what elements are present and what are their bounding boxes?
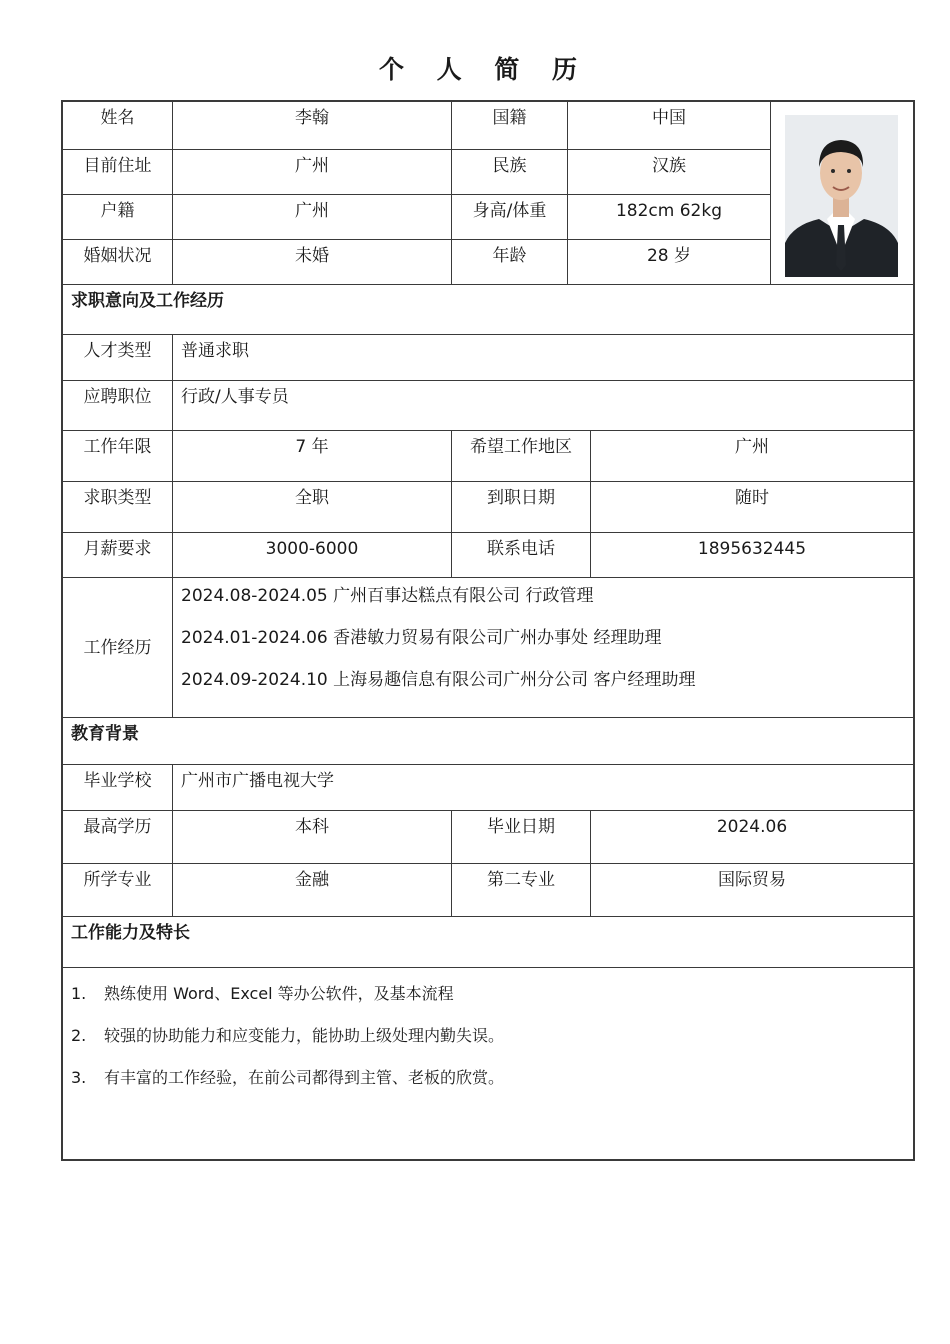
years-value: 7 年 <box>173 431 452 482</box>
height-weight-value: 182cm 62kg <box>568 195 771 240</box>
experience-item: 2024.09-2024.10 上海易趣信息有限公司广州分公司 客户经理助理 <box>181 670 696 690</box>
name-label: 姓名 <box>63 102 173 150</box>
height-weight-label: 身高/体重 <box>452 195 568 240</box>
list-item-number: 2. <box>71 1026 87 1045</box>
photo-cell <box>771 102 913 285</box>
hukou-label: 户籍 <box>63 195 173 240</box>
list-item-text: 较强的协助能力和应变能力，能协助上级处理内勤失误。 <box>104 1026 505 1045</box>
job-type-value: 全职 <box>173 482 452 533</box>
list-item-text: 熟练使用 Word、Excel 等办公软件，及基本流程 <box>104 984 454 1003</box>
major-label: 所学专业 <box>63 864 173 917</box>
name-value: 李翰 <box>173 102 452 150</box>
major-value: 金融 <box>173 864 452 917</box>
degree-value: 本科 <box>173 811 452 864</box>
phone-value: 1895632445 <box>591 533 913 578</box>
second-major-label: 第二专业 <box>452 864 591 917</box>
profile-photo <box>785 115 898 277</box>
address-label: 目前住址 <box>63 150 173 195</box>
list-item <box>71 1066 905 1108</box>
position-label: 应聘职位 <box>63 381 173 431</box>
grad-date-label: 毕业日期 <box>452 811 591 864</box>
phone-label: 联系电话 <box>452 533 591 578</box>
education-section-title: 教育背景 <box>63 718 913 765</box>
list-item-number: 3. <box>71 1068 87 1087</box>
region-label: 希望工作地区 <box>452 431 591 482</box>
years-label: 工作年限 <box>63 431 173 482</box>
salary-label: 月薪要求 <box>63 533 173 578</box>
page-title: 个 人 简 历 <box>378 55 590 84</box>
list-item <box>71 982 905 1024</box>
address-value: 广州 <box>173 150 452 195</box>
experience-label-text: 工作经历 <box>83 637 152 658</box>
talent-type-label: 人才类型 <box>63 335 173 381</box>
hukou-value: 广州 <box>173 195 452 240</box>
grad-date-value: 2024.06 <box>591 811 913 864</box>
list-item-number: 1. <box>71 984 87 1003</box>
list-item-text: 有丰富的工作经验，在前公司都得到主管、老板的欣赏。 <box>104 1068 505 1087</box>
age-label: 年龄 <box>452 240 568 285</box>
talent-type-value: 普通求职 <box>173 335 913 381</box>
list-item <box>71 1024 905 1066</box>
skills-section-title: 工作能力及特长 <box>63 917 913 968</box>
degree-label: 最高学历 <box>63 811 173 864</box>
second-major-value: 国际贸易 <box>591 864 913 917</box>
position-value: 行政/人事专员 <box>173 381 913 431</box>
job-section-title: 求职意向及工作经历 <box>63 285 913 335</box>
experience-label <box>63 578 173 718</box>
skills-list <box>63 968 913 1159</box>
job-type-label: 求职类型 <box>63 482 173 533</box>
experience-list <box>173 578 913 718</box>
nationality-value: 中国 <box>568 102 771 150</box>
age-value: 28 岁 <box>568 240 771 285</box>
nationality-label: 国籍 <box>452 102 568 150</box>
start-date-label: 到职日期 <box>452 482 591 533</box>
experience-item: 2024.08-2024.05 广州百事达糕点有限公司 行政管理 <box>181 586 594 606</box>
resume-table <box>61 100 915 1161</box>
ethnicity-value: 汉族 <box>568 150 771 195</box>
marital-value: 未婚 <box>173 240 452 285</box>
salary-value: 3000-6000 <box>173 533 452 578</box>
school-value: 广州市广播电视大学 <box>173 765 913 811</box>
start-date-value: 随时 <box>591 482 913 533</box>
school-label: 毕业学校 <box>63 765 173 811</box>
region-value: 广州 <box>591 431 913 482</box>
experience-item: 2024.01-2024.06 香港敏力贸易有限公司广州办事处 经理助理 <box>181 628 662 648</box>
ethnicity-label: 民族 <box>452 150 568 195</box>
marital-label: 婚姻状况 <box>63 240 173 285</box>
